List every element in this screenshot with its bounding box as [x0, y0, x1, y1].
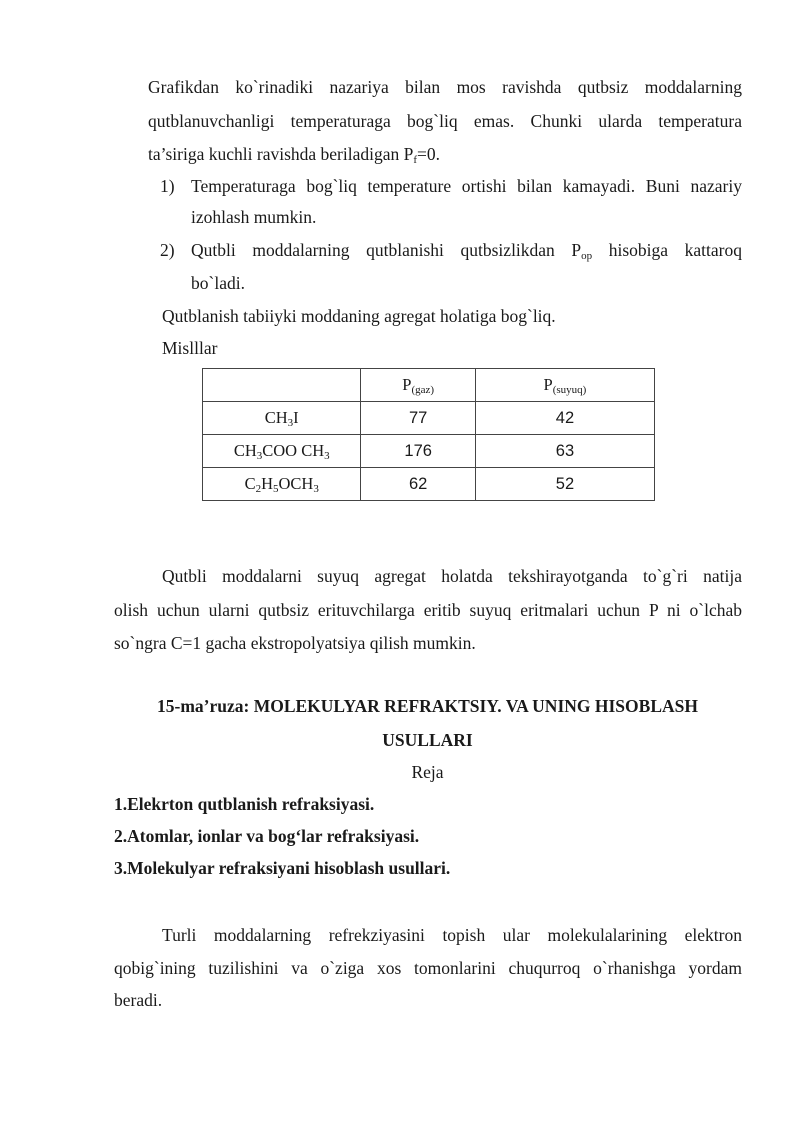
lecture-title-line-2: USULLARI [382, 730, 473, 750]
lecture-title-line-1: 15-ma’ruza: MOLEKULYAR REFRAKTSIY. VA UNING HISOBLASH [157, 696, 698, 716]
paragraph-2-line-3: so`ngra C=1 gacha ekstropolyatsiya qilish mumkin. [114, 633, 476, 653]
list-item-1-line-1: Temperaturaga bog`liq temperature ortishi bilan kamayadi. Buni nazariy [191, 176, 742, 196]
plan-label: Reja [411, 762, 444, 782]
table-header-row [203, 369, 655, 402]
polarization-table [202, 368, 655, 501]
table-row [203, 468, 655, 501]
table-cell-gaz: 62 [361, 468, 475, 501]
paragraph-2-line-1: Qutbli moddalarni suyuq agregat holatda tekshirayotganda to`g`ri natija [162, 566, 742, 586]
list-number-1: 1) [160, 176, 175, 196]
plan-item-1: 1.Elekrton qutblanish refraksiyasi. [114, 794, 375, 814]
table-header-empty [203, 369, 361, 402]
list-item-2-line-2: bo`ladi. [191, 273, 245, 293]
table-cell-suyuq: 42 [475, 402, 654, 435]
paragraph-2-line-2: olish uchun ularni qutbsiz erituvchilarga eritib suyuq eritmalari uchun P ni o`lchab [114, 600, 742, 620]
table-cell-suyuq: 52 [475, 468, 654, 501]
intro-line-3: ta’siriga kuchli ravishda beriladigan $P_f=0$. [148, 144, 441, 166]
list-number-2: 2) [160, 240, 175, 260]
table-cell-formula: CH3I [203, 402, 361, 435]
paragraph-3-line-2: qobig`ining tuzilishini va o`ziga xos tomonlarini chuqurroq o`rhanishga yordam [114, 958, 742, 978]
table-cell-suyuq: 63 [475, 435, 654, 468]
table-cell-gaz: 77 [361, 402, 475, 435]
table-row [203, 435, 655, 468]
agregat-note: Qutblanish tabiiyki moddaning agregat holatiga bog`liq. [162, 306, 556, 326]
paragraph-3-line-1: Turli moddalarning refrekziyasini topish ular molekulalarining elektron [162, 925, 742, 945]
table-row [203, 402, 655, 435]
list-item-2-line-1: Qutbli moddalarning qutblanishi qutbsizlikdan $P_{op}$ hisobiga kattaroq [191, 240, 743, 262]
table-cell-formula: CH3COO CH3 [203, 435, 361, 468]
intro-line-2: qutblanuvchanligi temperaturaga bog`liq emas. Chunki ularda temperatura [148, 111, 742, 131]
plan-item-2: 2.Atomlar, ionlar va bog‘lar refraksiyasi. [114, 826, 420, 846]
intro-line-1: Grafikdan ko`rinadiki nazariya bilan mos ravishda qutbsiz moddalarning [148, 77, 742, 97]
table-header-gaz: P(gaz) [361, 369, 475, 402]
paragraph-3-line-3: beradi. [114, 990, 163, 1010]
table-header-suyuq: P(suyuq) [475, 369, 654, 402]
table-cell-gaz: 176 [361, 435, 475, 468]
plan-item-3: 3.Molekulyar refraksiyani hisoblash usullari. [114, 858, 451, 878]
list-item-1-line-2: izohlash mumkin. [191, 207, 317, 227]
table-cell-formula: C2H5OCH3 [203, 468, 361, 501]
examples-label: Mislllar [162, 338, 218, 358]
